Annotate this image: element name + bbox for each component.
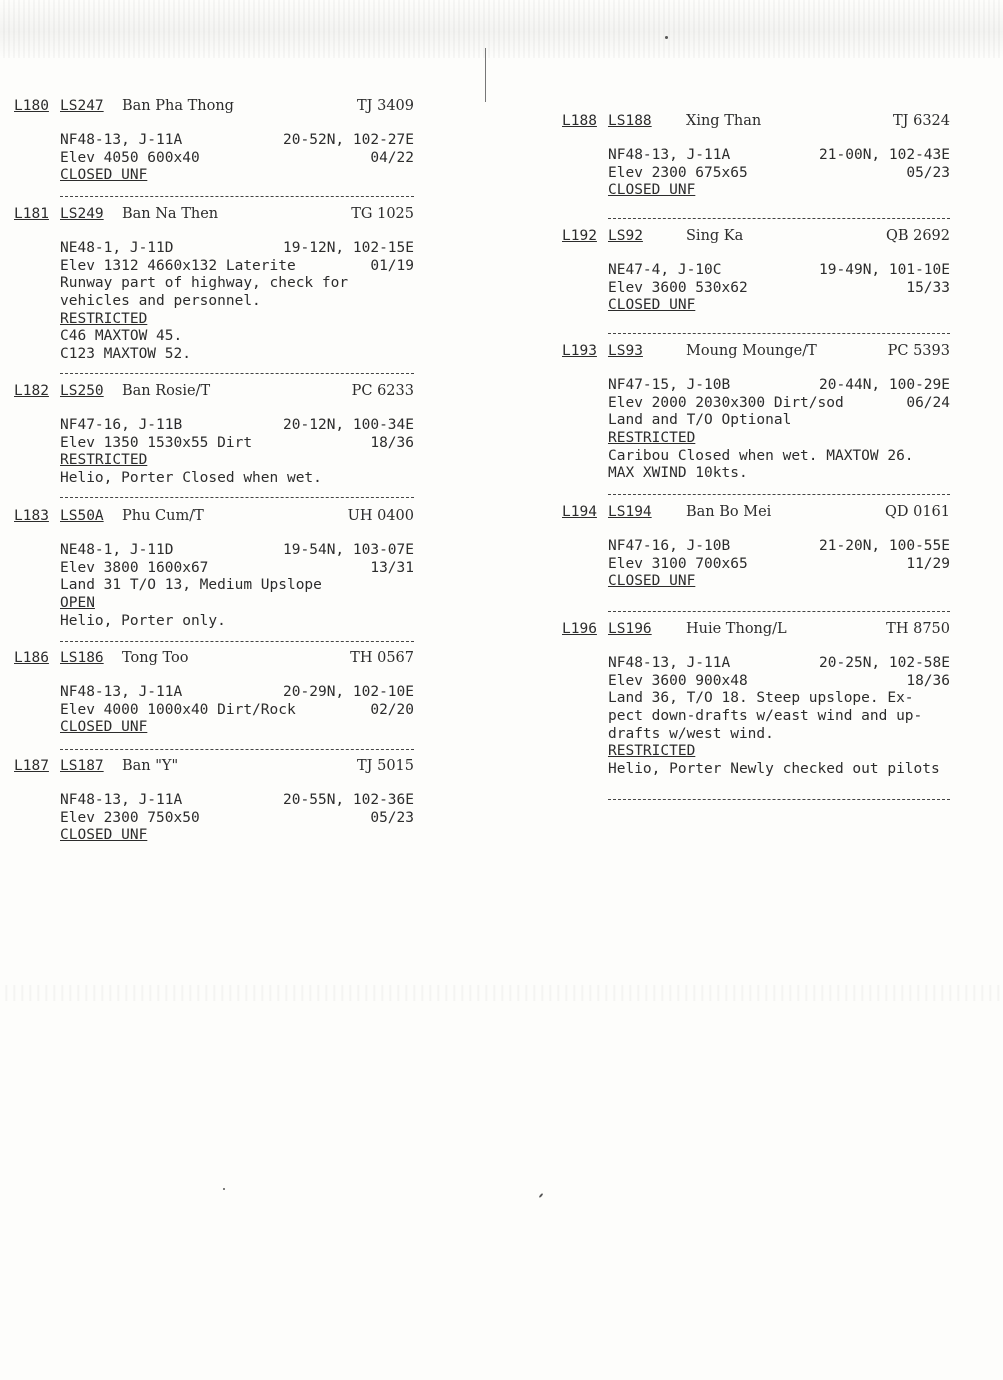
entry-details [60,240,414,364]
elevation-row [608,165,950,183]
map-sheet: NF47-16, J-10B [608,538,731,554]
lima-code: L180 [14,98,49,114]
coordinates: 20-55N, 102-36E [283,792,414,808]
site-name: Ban Pha Thong [122,98,234,114]
remark: drafts w/west wind. [608,725,774,742]
site-code: LS196 [608,621,652,637]
coordinates: 21-00N, 102-43E [819,147,950,163]
page-fold-line [485,48,486,102]
coordinates: 19-54N, 103-07E [283,542,414,558]
map-sheet-row [60,417,414,435]
elevation-row [608,395,950,413]
elevation-dimensions: Elev 4000 1000x40 Dirt/Rock [60,701,296,718]
runway-heading: 02/20 [370,701,414,718]
note-line [60,719,414,737]
grid-reference: QD 0161 [884,504,950,520]
coordinates: 20-52N, 102-27E [283,132,414,148]
map-sheet-row [608,538,950,556]
map-sheet-row [60,240,414,258]
map-sheet-row [608,655,950,673]
elevation-dimensions: Elev 3600 530x62 [608,279,748,296]
entry-header [562,343,950,363]
site-name: Ban Rosie/T [122,383,211,399]
entry-header [562,228,950,248]
entry-header [562,621,950,641]
elevation-row [608,673,950,691]
remark: Runway part of highway, check for [60,275,349,292]
site-code: LS93 [608,343,643,359]
site-name: Moung Mounge/T [686,343,817,359]
map-sheet: NF47-15, J-10B [608,377,731,393]
note-line [608,465,950,483]
elevation-row [60,810,414,828]
lima-code: L192 [562,228,597,244]
map-sheet: NF48-13, J-11A [608,147,731,163]
map-sheet: NE47-4, J-10C [608,262,722,278]
coordinates: 20-29N, 102-10E [283,684,414,700]
entry-header [14,383,414,403]
remark: Caribou Closed when wet. MAXTOW 26. [608,447,914,464]
runway-heading: 13/31 [370,559,414,576]
coordinates: 20-12N, 100-34E [283,417,414,433]
coordinates: 19-49N, 101-10E [819,262,950,278]
grid-reference: TG 1025 [351,206,414,222]
status-label: CLOSED UNF [60,167,148,184]
site-name: Sing Ka [686,228,744,244]
grid-reference: TH 8750 [886,621,950,637]
runway-heading: 15/33 [906,279,950,296]
status-label: RESTRICTED [608,430,696,447]
airstrip-entry [14,758,414,845]
entry-details [60,132,414,185]
map-sheet-row [60,132,414,150]
grid-reference: UH 0400 [347,508,414,524]
entry-header [14,98,414,118]
elevation-row [60,560,414,578]
note-line [608,761,950,779]
map-sheet: NE48-1, J-11D [60,240,174,256]
status-label: CLOSED UNF [608,573,696,590]
airstrip-entry [562,343,950,483]
airstrip-entry [14,383,414,488]
grid-reference: TJ 3409 [357,98,414,114]
airstrip-entry [562,621,950,779]
note-line [608,412,950,430]
entry-header [14,206,414,226]
remark: Helio, Porter only. [60,612,226,629]
note-line [60,311,414,329]
map-sheet: NF47-16, J-11B [60,417,183,433]
grid-reference: TJ 6324 [893,113,950,129]
runway-heading: 05/23 [370,809,414,826]
note-line [608,297,950,315]
scan-speck [539,1193,544,1198]
remark: MAX XWIND 10kts. [608,465,748,482]
entry-header [562,113,950,133]
lima-code: L186 [14,650,49,666]
coordinates: 19-12N, 102-15E [283,240,414,256]
map-sheet-row [60,684,414,702]
note-line [60,167,414,185]
remark: pect down-drafts w/east wind and up- [608,708,923,725]
dashed-separator [608,799,950,800]
runway-heading: 18/36 [906,672,950,689]
site-name: Xing Than [686,113,762,129]
entry-header [14,758,414,778]
runway-heading: 05/23 [906,164,950,181]
note-line [608,573,950,591]
note-line [60,577,414,595]
elevation-dimensions: Elev 2300 750x50 [60,809,200,826]
remark: vehicles and personnel. [60,293,261,310]
site-name: Ban Na Then [122,206,219,222]
scan-shadow-top [0,0,1003,58]
remark: Land 31 T/O 13, Medium Upslope [60,577,322,594]
entry-details [60,684,414,737]
site-code: LS250 [60,383,104,399]
elevation-dimensions: Elev 4050 600x40 [60,149,200,166]
lima-code: L183 [14,508,49,524]
status-label: CLOSED UNF [608,297,696,314]
entry-details [60,417,414,488]
elevation-row [60,150,414,168]
note-line [608,182,950,200]
dashed-separator [60,373,414,374]
entry-details [608,262,950,315]
note-line [608,726,950,744]
lima-code: L182 [14,383,49,399]
remark: Helio, Porter Newly checked out pilots [608,761,940,778]
entry-header [14,508,414,528]
site-code: LS194 [608,504,652,520]
map-sheet: NF48-13, J-11A [60,792,183,808]
site-code: LS249 [60,206,104,222]
airstrip-entry [562,113,950,200]
map-sheet: NE48-1, J-11D [60,542,174,558]
status-label: RESTRICTED [608,743,696,760]
note-line [608,743,950,761]
map-sheet-row [608,262,950,280]
lima-code: L193 [562,343,597,359]
lima-code: L188 [562,113,597,129]
status-label: RESTRICTED [60,452,148,469]
runway-heading: 04/22 [370,149,414,166]
status-label: CLOSED UNF [608,182,696,199]
elevation-dimensions: Elev 2000 2030x300 Dirt/sod [608,394,844,411]
note-line [608,448,950,466]
lima-code: L181 [14,206,49,222]
lima-code: L196 [562,621,597,637]
runway-heading: 06/24 [906,394,950,411]
elevation-row [60,702,414,720]
elevation-dimensions: Elev 3600 900x48 [608,672,748,689]
grid-reference: TJ 5015 [357,758,414,774]
runway-heading: 01/19 [370,257,414,274]
note-line [60,470,414,488]
dashed-separator [60,749,414,750]
note-line [608,708,950,726]
map-sheet-row [60,542,414,560]
entry-details [608,655,950,779]
entry-details [60,542,414,630]
grid-reference: PC 6233 [351,383,414,399]
elevation-dimensions: Elev 2300 675x65 [608,164,748,181]
remark: Helio, Porter Closed when wet. [60,470,322,487]
site-name: Ban "Y" [122,758,179,774]
note-line [60,328,414,346]
note-line [60,275,414,293]
map-sheet-row [608,377,950,395]
note-line [60,595,414,613]
elevation-row [60,258,414,276]
coordinates: 21-20N, 100-55E [819,538,950,554]
dashed-separator [608,333,950,334]
elevation-dimensions: Elev 1312 4660x132 Laterite [60,257,296,274]
remark: C46 MAXTOW 45. [60,328,183,345]
site-code: LS187 [60,758,104,774]
elevation-row [608,280,950,298]
note-line [608,690,950,708]
note-line [608,430,950,448]
site-code: LS186 [60,650,104,666]
note-line [60,827,414,845]
entry-details [608,538,950,591]
remark: Land 36, T/O 18. Steep upslope. Ex- [608,690,914,707]
runway-heading: 18/36 [370,434,414,451]
airstrip-entry [14,98,414,185]
site-code: LS92 [608,228,643,244]
status-label: CLOSED UNF [60,719,148,736]
lima-code: L194 [562,504,597,520]
dashed-separator [608,611,950,612]
dashed-separator [60,196,414,197]
entry-details [608,147,950,200]
scan-speck [665,36,668,39]
coordinates: 20-44N, 100-29E [819,377,950,393]
airstrip-entry [562,228,950,315]
airstrip-entry [14,650,414,737]
dashed-separator [60,641,414,642]
grid-reference: QB 2692 [885,228,950,244]
note-line [60,613,414,631]
map-sheet: NF48-13, J-11A [608,655,731,671]
status-label: RESTRICTED [60,310,148,327]
coordinates: 20-25N, 102-58E [819,655,950,671]
entry-details [60,792,414,845]
scan-speck [223,1188,225,1190]
note-line [60,452,414,470]
elevation-dimensions: Elev 1350 1530x55 Dirt [60,434,253,451]
status-label: CLOSED UNF [60,827,148,844]
entry-header [14,650,414,670]
airstrip-entry [14,508,414,630]
scan-shadow-middle [0,985,1003,1001]
lima-code: L187 [14,758,49,774]
map-sheet: NF48-13, J-11A [60,132,183,148]
map-sheet-row [60,792,414,810]
site-name: Tong Too [122,650,189,666]
grid-reference: TH 0567 [350,650,414,666]
map-sheet-row [608,147,950,165]
site-code: LS247 [60,98,104,114]
site-code: LS50A [60,508,104,524]
note-line [60,293,414,311]
entry-details [608,377,950,483]
elevation-row [608,556,950,574]
note-line [60,346,414,364]
site-code: LS188 [608,113,652,129]
dashed-separator [608,494,950,495]
airstrip-entry [562,504,950,591]
elevation-row [60,435,414,453]
elevation-dimensions: Elev 3100 700x65 [608,555,748,572]
remark: C123 MAXTOW 52. [60,346,191,363]
elevation-dimensions: Elev 3800 1600x67 [60,559,209,576]
site-name: Huie Thong/L [686,621,787,637]
airstrip-entry [14,206,414,364]
remark: Land and T/O Optional [608,412,792,429]
site-name: Ban Bo Mei [686,504,772,520]
status-label: OPEN [60,595,95,612]
site-name: Phu Cum/T [122,508,204,524]
map-sheet: NF48-13, J-11A [60,684,183,700]
entry-header [562,504,950,524]
grid-reference: PC 5393 [887,343,950,359]
runway-heading: 11/29 [906,555,950,572]
dashed-separator [608,218,950,219]
dashed-separator [60,497,414,498]
